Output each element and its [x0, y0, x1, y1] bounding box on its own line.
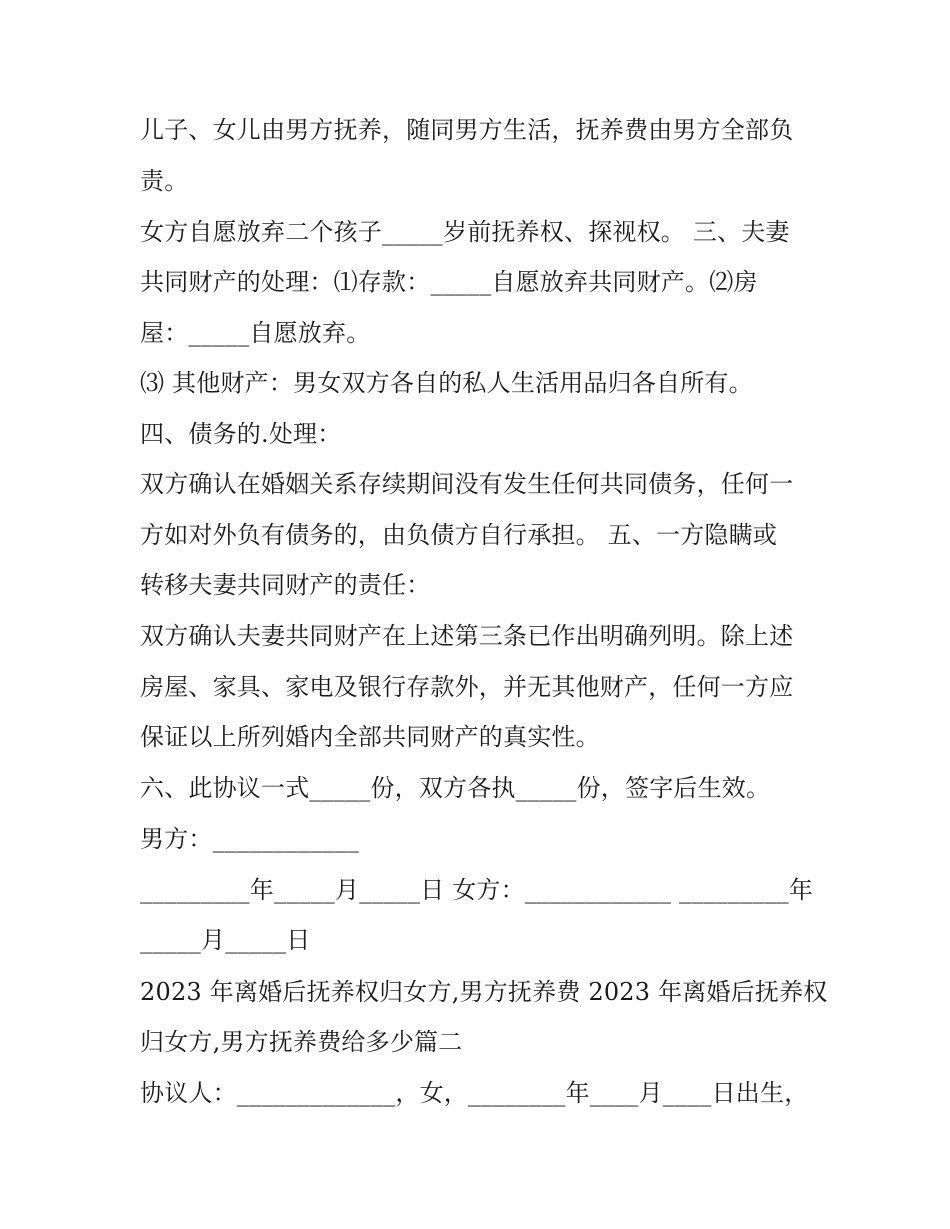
- text-line: 儿子、女儿由男方抚养，随同男方生活，抚养费由男方全部负: [140, 116, 794, 144]
- text-line: 协议人：_____________，女，________年____月____日出生，: [140, 1079, 809, 1107]
- signature-date-line: _________年_____月_____日 女方：____________ _________年: [140, 876, 814, 904]
- text-line: 保证以上所列婚内全部共同财产的真实性。: [140, 723, 600, 751]
- text-line: 女方自愿放弃二个孩子_____岁前抚养权、探视权。 三、夫妻: [140, 218, 790, 246]
- text-line: 屋：_____自愿放弃。: [140, 319, 371, 347]
- text-line: 责。: [140, 167, 189, 195]
- text-line: 六、此协议一式_____份，双方各执_____份，签字后生效。: [140, 774, 771, 802]
- text-line: 房屋、家具、家电及银行存款外，并无其他财产，任何一方应: [140, 673, 794, 701]
- text-line: 双方确认夫妻共同财产在上述第三条已作出明确列明。除上述: [140, 622, 794, 650]
- article-title: 2023 年离婚后抚养权归女方,男方抚养费 2023 年离婚后抚养权: [140, 978, 828, 1006]
- text-line: 双方确认在婚姻关系存续期间没有发生任何共同债务，任何一: [140, 470, 794, 498]
- article-title: 归女方,男方抚养费给多少篇二: [140, 1028, 463, 1056]
- text-line: 转移夫妻共同财产的责任：: [140, 571, 431, 599]
- text-line: ⑶ 其他财产：男女双方各自的私人生活用品归各自所有。: [140, 369, 753, 397]
- section-heading: 四、债务的.处理：: [140, 420, 342, 448]
- text-line: 共同财产的处理：⑴存款：_____自愿放弃共同财产。⑵房: [140, 268, 758, 296]
- signature-line-male: 男方：____________: [140, 825, 359, 853]
- text-line: 方如对外负有债务的，由负债方自行承担。 五、一方隐瞒或: [140, 521, 778, 549]
- signature-date-line: _____月_____日: [140, 926, 311, 954]
